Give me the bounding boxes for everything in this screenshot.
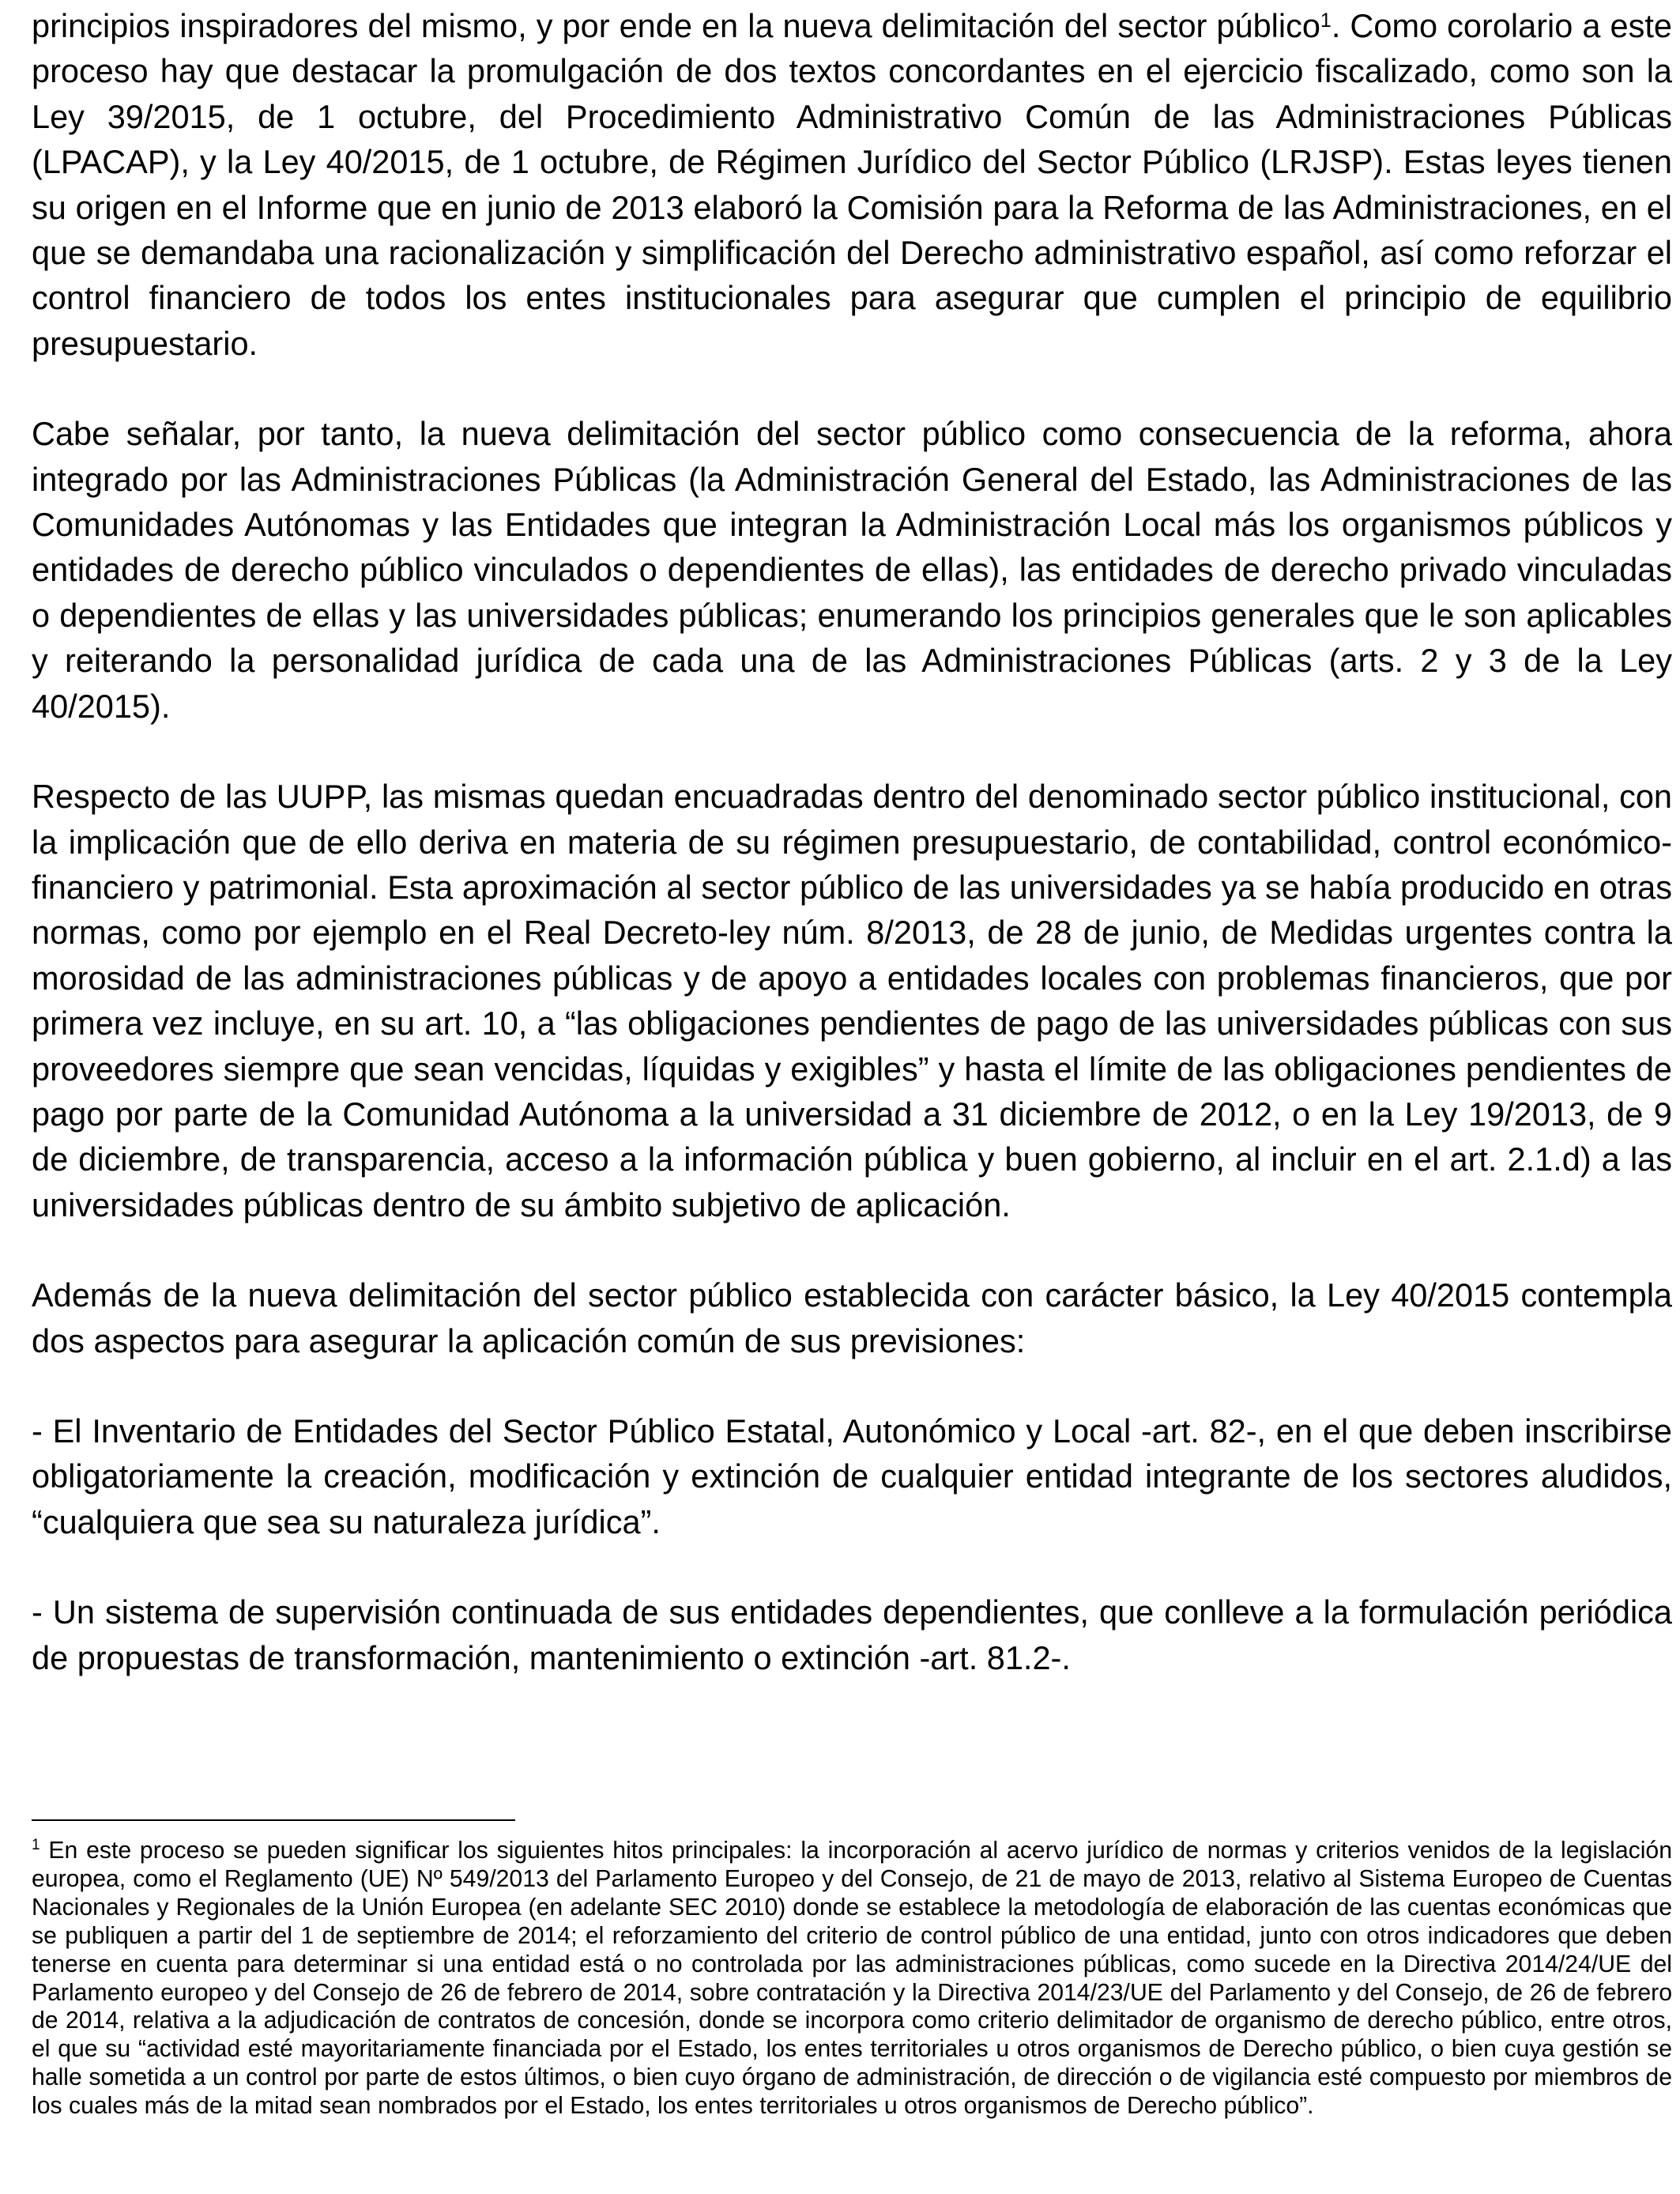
paragraph-ley-40-2015: Además de la nueva delimitación del sector público establecida con carácter básico, la Ley 40/2015 contempla dos aspectos para asegurar la aplicación común de sus previsiones: <box>32 1276 1672 1359</box>
footnote-text: En este proceso se pueden significar los siguientes hitos principales: la incorporación al acervo jurídico de normas y criterios venidos de la legislación europea, como el Reglamento (UE) Nº 549/2013 del Parlamento Europeo y del Consejo, de 21 de mayo de 2013, relativo al Sistema Europeo de Cuentas Nacionales y Regionales de la Unión Europea (en adelante SEC 2010) donde se establece la metodología de elaboración de las cuentas económicas que se publiquen a partir del 1 de septiembre de 2014; el reforzamiento del criterio de control público de una entidad, junto con otros indicadores que deben tenerse en cuenta para determinar si una entidad está o no controlada por las administraciones públicas, como sucede en la Directiva 2014/24/UE del Parlamento europeo y del Consejo de 26 de febrero de 2014, sobre contratación y la Directiva 2014/23/UE del Parlamento y del Consejo, de 26 de febrero de 2014, relativa a la adjudicación de contratos de concesión, donde se incorpora como criterio delimitador de organismo de derecho público, entre otros, el que su “actividad esté mayoritariamente financiada por el Estado, los entes territoriales u otros organismos de Derecho público, o bien cuya gestión se halle sometida a un control por parte de estos últimos, o bien cuyo órgano de administración, de dirección o de vigilancia esté compuesto por miembros de los cuales más de la mitad sean nombrados por el Estado, los entes territoriales u otros organismos de Derecho público”. <box>32 1838 1672 2120</box>
footnote-separator <box>32 1819 515 1821</box>
body-text <box>32 3 1672 1725</box>
list-item-inventario: - El Inventario de Entidades del Sector Público Estatal, Autonómico y Local -art. 82-, en el que deben inscribirse obligatoriamente la creación, modificación y extinción de cualquier entidad integrante de los sectores aludidos, “cualquiera que sea su naturaleza jurídica”. <box>32 1412 1672 1540</box>
footnote-marker: 1 <box>32 1836 40 1853</box>
footnote <box>32 1837 1672 2120</box>
paragraph-text: principios inspiradores del mismo, y por ende en la nueva delimitación del sector público <box>32 7 1320 44</box>
list-item-supervision: - Un sistema de supervisión continuada de sus entidades dependientes, que conlleve a la formulación periódica de propuestas de transformación, mantenimiento o extinción -art. 81.2-. <box>32 1593 1672 1676</box>
paragraph-uupp: Respecto de las UUPP, las mismas quedan encuadradas dentro del denominado sector público institucional, con la implicación que de ello deriva en materia de su régimen presupuestario, de contabilidad, control económico-financiero y patrimonial. Esta aproximación al sector público de las universidades ya se había producido en otras normas, como por ejemplo en el Real Decreto-ley núm. 8/2013, de 28 de junio, de Medidas urgentes contra la morosidad de las administraciones públicas y de apoyo a entidades locales con problemas financieros, que por primera vez incluye, en su art. 10, a “las obligaciones pendientes de pago de las universidades públicas con sus proveedores siempre que sean vencidas, líquidas y exigibles” y hasta el límite de las obligaciones pendientes de pago por parte de la Comunidad Autónoma a la universidad a 31 diciembre de 2012, o en la Ley 19/2013, de 9 de diciembre, de transparencia, acceso a la información pública y buen gobierno, al incluir en el art. 2.1.d) a las universidades públicas dentro de su ámbito subjetivo de aplicación. <box>32 778 1672 1223</box>
paragraph-nueva-delimitacion: Cabe señalar, por tanto, la nueva delimitación del sector público como consecuencia de la reforma, ahora integrado por las Administraciones Públicas (la Administración General del Estado, las Administraciones de las Comunidades Autónomas y las Entidades que integran la Administración Local más los organismos públicos y entidades de derecho público vinculados o dependientes de ellas), las entidades de derecho privado vinculadas o dependientes de ellas y las universidades públicas; enumerando los principios generales que le son aplicables y reiterando la personalidad jurídica de cada una de las Administraciones Públicas (arts. 2 y 3 de la Ley 40/2015). <box>32 415 1672 725</box>
paragraph-text: . Como corolario a este proceso hay que destacar la promulgación de dos textos concordantes en el ejercicio fiscalizado, como son la Ley 39/2015, de 1 octubre, del Procedimiento Administrativo Común de las Administraciones Públicas (LPACAP), y la Ley 40/2015, de 1 octubre, de Régimen Jurídico del Sector Público (LRJSP). Estas leyes tienen su origen en el Informe que en junio de 2013 elaboró la Comisión para la Reforma de las Administraciones, en el que se demandaba una racionalización y simplificación del Derecho administrativo español, así como reforzar el control financiero de todos los entes institucionales para asegurar que cumplen el principio de equilibrio presupuestario. <box>32 7 1672 362</box>
footnote-reference: 1 <box>1320 9 1332 32</box>
paragraph-sector-publico-reform <box>32 3 1672 366</box>
